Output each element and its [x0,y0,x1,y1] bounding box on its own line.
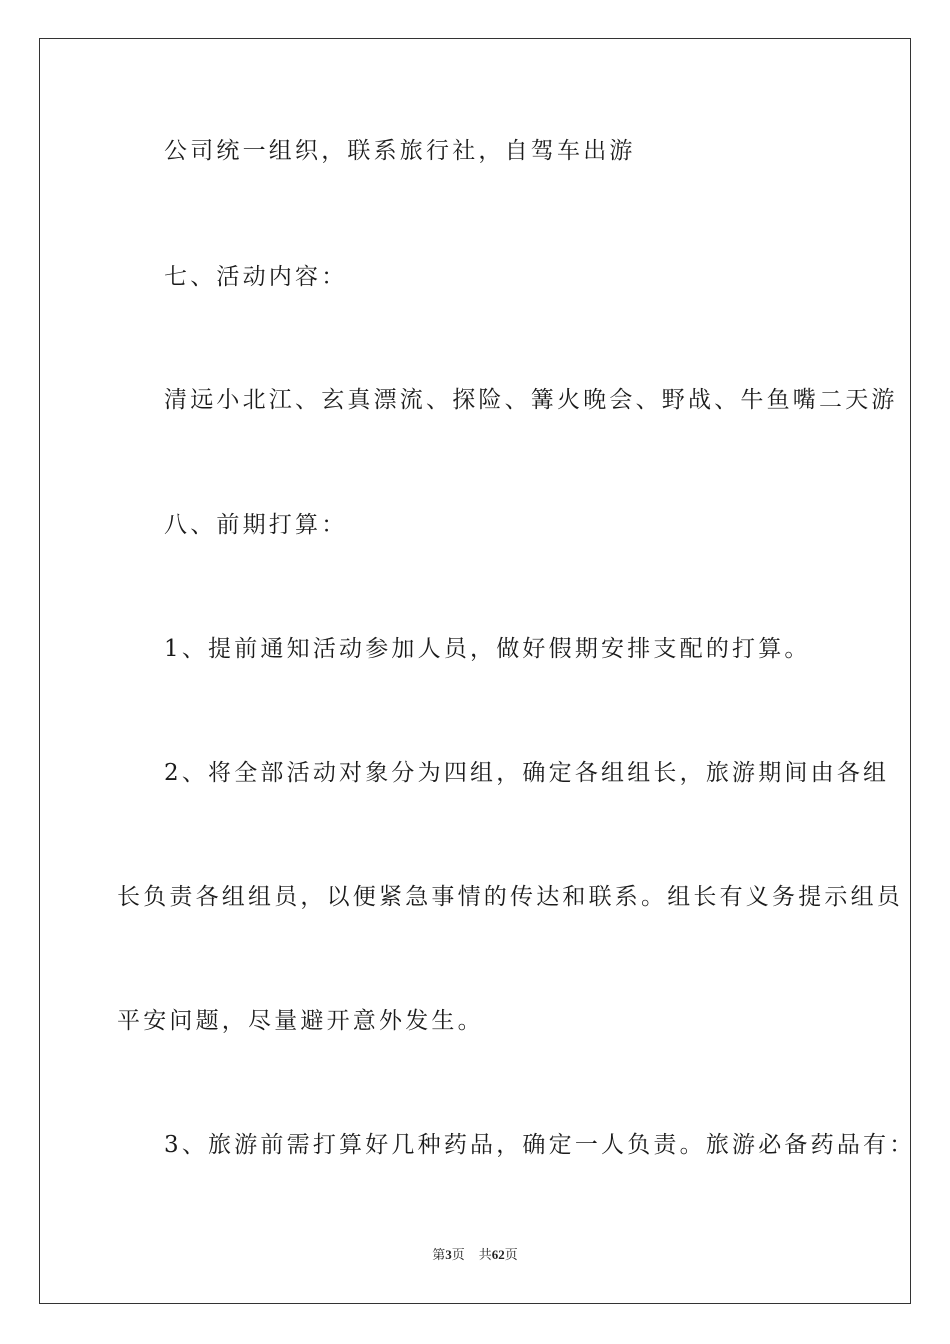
list-item-1: 1、提前通知活动参加人员，做好假期安排支配的打算。 [164,636,811,662]
footer-page-prefix: 第 [432,1247,446,1262]
list-item-3: 3、旅游前需打算好几种药品，确定一人负责。旅游必备药品有： [164,1132,916,1158]
paragraph-line-1: 公司统一组织，联系旅行社，自驾车出游 [164,138,636,164]
footer-total-prefix: 共 [478,1247,492,1262]
footer-page-total: 62 [491,1247,505,1262]
paragraph-line-activities: 清远小北江、玄真漂流、探险、篝火晚会、野战、牛鱼嘴二天游 [164,387,898,413]
section-heading-7: 七、活动内容： [164,264,348,290]
list-item-2-line-2: 长负责各组组员，以便紧急事情的传达和联系。组长有义务提示组员 [117,884,903,910]
footer-total-suffix: 页 [504,1247,518,1262]
page-border [39,38,916,1304]
list-item-2-line-1: 2、将全部活动对象分为四组，确定各组组长，旅游期间由各组 [164,760,890,786]
list-item-2-line-3: 平安问题，尽量避开意外发生。 [117,1008,484,1034]
section-heading-8: 八、前期打算： [164,512,348,538]
footer-page-suffix: 页 [451,1247,465,1262]
page-footer [0,1246,950,1264]
footer-page-current: 3 [445,1247,452,1262]
